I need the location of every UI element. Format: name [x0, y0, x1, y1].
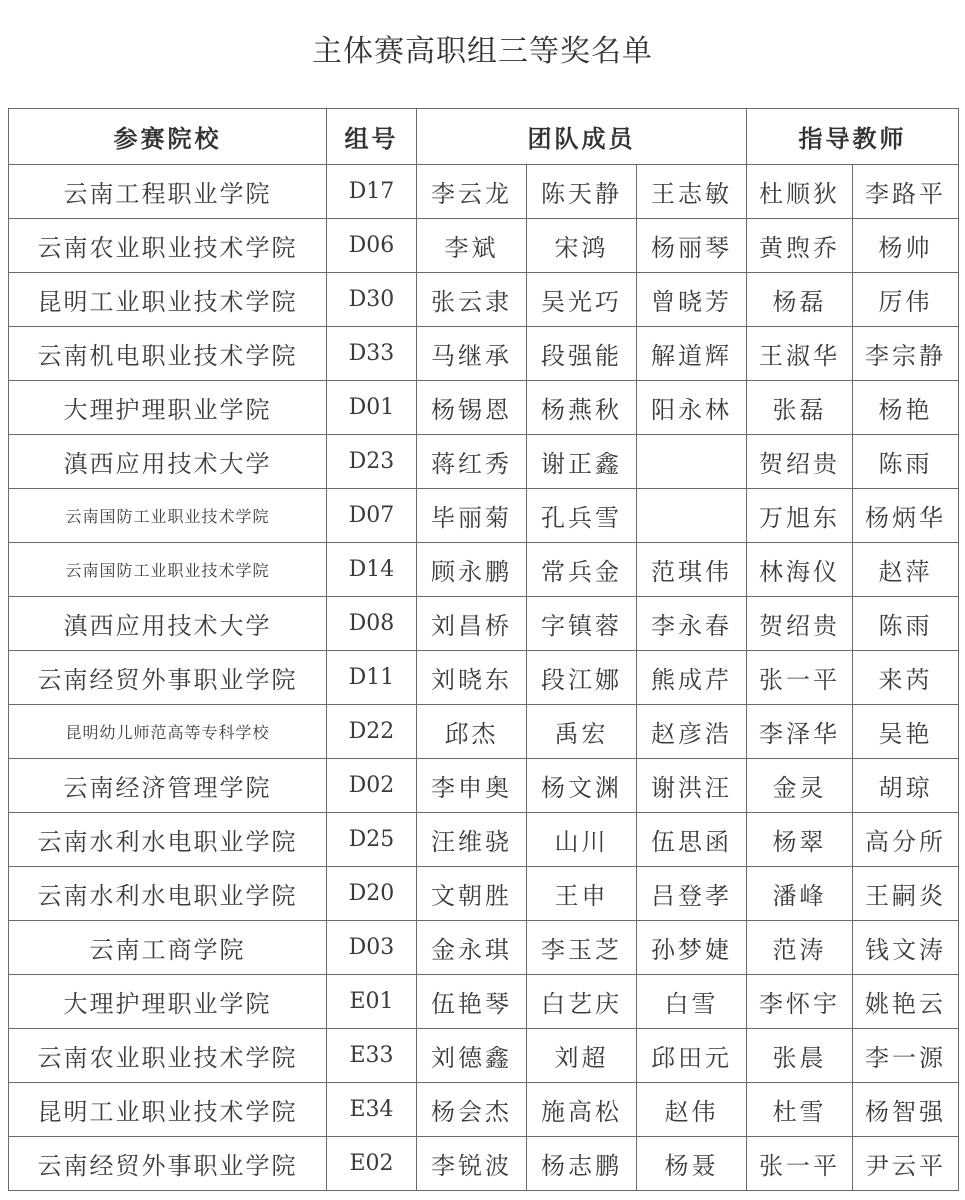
member-cell: 杨志鹏 — [527, 1137, 637, 1191]
teacher-cell: 张一平 — [747, 651, 853, 705]
teacher-cell: 范涛 — [747, 921, 853, 975]
header-teachers: 指导教师 — [747, 109, 959, 165]
member-cell: 字镇蓉 — [527, 597, 637, 651]
teacher-cell: 杨磊 — [747, 273, 853, 327]
teacher-cell: 姚艳云 — [853, 975, 959, 1029]
school-cell: 云南机电职业技术学院 — [9, 327, 327, 381]
school-cell: 云南水利水电职业学院 — [9, 813, 327, 867]
group-cell: D25 — [327, 813, 417, 867]
school-cell: 云南国防工业职业技术学院 — [9, 543, 327, 597]
member-cell: 段江娜 — [527, 651, 637, 705]
teacher-cell: 杨艳 — [853, 381, 959, 435]
group-cell: D17 — [327, 165, 417, 219]
member-cell: 杨锡恩 — [417, 381, 527, 435]
member-cell: 王申 — [527, 867, 637, 921]
group-cell: E01 — [327, 975, 417, 1029]
teacher-cell: 潘峰 — [747, 867, 853, 921]
school-cell: 云南工程职业学院 — [9, 165, 327, 219]
teacher-cell: 黄煦乔 — [747, 219, 853, 273]
teacher-cell: 来芮 — [853, 651, 959, 705]
school-cell: 云南农业职业技术学院 — [9, 219, 327, 273]
member-cell: 白艺庆 — [527, 975, 637, 1029]
member-cell: 陈天静 — [527, 165, 637, 219]
table-row — [9, 813, 959, 867]
member-cell: 杨燕秋 — [527, 381, 637, 435]
teacher-cell: 陈雨 — [853, 597, 959, 651]
teacher-cell: 李宗静 — [853, 327, 959, 381]
table-row — [9, 273, 959, 327]
teacher-cell: 张磊 — [747, 381, 853, 435]
group-cell: E02 — [327, 1137, 417, 1191]
table-row — [9, 435, 959, 489]
award-table — [8, 108, 959, 1191]
group-cell: D33 — [327, 327, 417, 381]
teacher-cell: 李怀宇 — [747, 975, 853, 1029]
teacher-cell: 杜顺狄 — [747, 165, 853, 219]
teacher-cell: 赵萍 — [853, 543, 959, 597]
member-cell: 张云隶 — [417, 273, 527, 327]
teacher-cell: 李路平 — [853, 165, 959, 219]
teacher-cell: 张一平 — [747, 1137, 853, 1191]
table-row — [9, 165, 959, 219]
group-cell: D08 — [327, 597, 417, 651]
table-row — [9, 543, 959, 597]
member-cell: 伍艳琴 — [417, 975, 527, 1029]
teacher-cell: 李一源 — [853, 1029, 959, 1083]
header-members: 团队成员 — [417, 109, 747, 165]
member-cell: 顾永鹏 — [417, 543, 527, 597]
member-cell: 李玉芝 — [527, 921, 637, 975]
school-cell: 云南经济管理学院 — [9, 759, 327, 813]
school-cell: 昆明工业职业技术学院 — [9, 273, 327, 327]
teacher-cell: 张晨 — [747, 1029, 853, 1083]
teacher-cell: 贺绍贵 — [747, 597, 853, 651]
group-cell: D11 — [327, 651, 417, 705]
table-row — [9, 597, 959, 651]
member-cell: 孔兵雪 — [527, 489, 637, 543]
member-cell: 马继承 — [417, 327, 527, 381]
member-cell — [637, 489, 747, 543]
member-cell: 杨聂 — [637, 1137, 747, 1191]
table-row — [9, 705, 959, 759]
member-cell: 刘昌桥 — [417, 597, 527, 651]
member-cell: 白雪 — [637, 975, 747, 1029]
member-cell: 李云龙 — [417, 165, 527, 219]
teacher-cell: 林海仪 — [747, 543, 853, 597]
table-row — [9, 867, 959, 921]
teacher-cell: 王淑华 — [747, 327, 853, 381]
member-cell: 邱杰 — [417, 705, 527, 759]
member-cell: 吕登孝 — [637, 867, 747, 921]
school-cell: 云南国防工业职业技术学院 — [9, 489, 327, 543]
member-cell: 汪维骁 — [417, 813, 527, 867]
table-row — [9, 381, 959, 435]
document-title: 主体赛高职组三等奖名单 — [312, 34, 653, 69]
member-cell: 禹宏 — [527, 705, 637, 759]
teacher-cell: 李泽华 — [747, 705, 853, 759]
member-cell: 毕丽菊 — [417, 489, 527, 543]
member-cell: 曾晓芳 — [637, 273, 747, 327]
table-row — [9, 1137, 959, 1191]
school-cell: 滇西应用技术大学 — [9, 597, 327, 651]
teacher-cell: 杨翠 — [747, 813, 853, 867]
member-cell: 阳永林 — [637, 381, 747, 435]
teacher-cell: 厉伟 — [853, 273, 959, 327]
teacher-cell: 高分所 — [853, 813, 959, 867]
member-cell: 杨丽琴 — [637, 219, 747, 273]
member-cell: 李申奥 — [417, 759, 527, 813]
member-cell: 刘超 — [527, 1029, 637, 1083]
table-row — [9, 759, 959, 813]
school-cell: 大理护理职业学院 — [9, 975, 327, 1029]
teacher-cell: 胡琼 — [853, 759, 959, 813]
group-cell: D22 — [327, 705, 417, 759]
member-cell: 伍思函 — [637, 813, 747, 867]
member-cell: 谢正鑫 — [527, 435, 637, 489]
header-group: 组号 — [327, 109, 417, 165]
member-cell: 谢洪汪 — [637, 759, 747, 813]
group-cell: D14 — [327, 543, 417, 597]
table-row — [9, 327, 959, 381]
header-school: 参赛院校 — [9, 109, 327, 165]
member-cell: 李斌 — [417, 219, 527, 273]
teacher-cell: 杨帅 — [853, 219, 959, 273]
group-cell: D23 — [327, 435, 417, 489]
member-cell: 刘晓东 — [417, 651, 527, 705]
school-cell: 大理护理职业学院 — [9, 381, 327, 435]
school-cell: 云南经贸外事职业学院 — [9, 1137, 327, 1191]
table-header-row — [9, 109, 959, 165]
group-cell: D03 — [327, 921, 417, 975]
table-body — [9, 165, 959, 1191]
group-cell: D07 — [327, 489, 417, 543]
teacher-cell: 尹云平 — [853, 1137, 959, 1191]
group-cell: D06 — [327, 219, 417, 273]
member-cell: 王志敏 — [637, 165, 747, 219]
member-cell: 金永琪 — [417, 921, 527, 975]
table-row — [9, 651, 959, 705]
teacher-cell: 钱文涛 — [853, 921, 959, 975]
member-cell — [637, 435, 747, 489]
member-cell: 杨文渊 — [527, 759, 637, 813]
table-row — [9, 489, 959, 543]
teacher-cell: 金灵 — [747, 759, 853, 813]
member-cell: 熊成芹 — [637, 651, 747, 705]
school-cell: 昆明工业职业技术学院 — [9, 1083, 327, 1137]
member-cell: 李永春 — [637, 597, 747, 651]
teacher-cell: 杨炳华 — [853, 489, 959, 543]
member-cell: 赵伟 — [637, 1083, 747, 1137]
school-cell: 昆明幼儿师范高等专科学校 — [9, 705, 327, 759]
member-cell: 施高松 — [527, 1083, 637, 1137]
member-cell: 刘德鑫 — [417, 1029, 527, 1083]
member-cell: 文朝胜 — [417, 867, 527, 921]
member-cell: 常兵金 — [527, 543, 637, 597]
teacher-cell: 陈雨 — [853, 435, 959, 489]
member-cell: 蒋红秀 — [417, 435, 527, 489]
teacher-cell: 杨智强 — [853, 1083, 959, 1137]
teacher-cell: 杜雪 — [747, 1083, 853, 1137]
table-row — [9, 1029, 959, 1083]
member-cell: 吴光巧 — [527, 273, 637, 327]
group-cell: D20 — [327, 867, 417, 921]
table-row — [9, 975, 959, 1029]
member-cell: 赵彦浩 — [637, 705, 747, 759]
school-cell: 云南经贸外事职业学院 — [9, 651, 327, 705]
member-cell: 宋鸿 — [527, 219, 637, 273]
group-cell: D01 — [327, 381, 417, 435]
table-row — [9, 921, 959, 975]
member-cell: 段强能 — [527, 327, 637, 381]
member-cell: 杨会杰 — [417, 1083, 527, 1137]
group-cell: D02 — [327, 759, 417, 813]
table-row — [9, 1083, 959, 1137]
group-cell: D30 — [327, 273, 417, 327]
teacher-cell: 贺绍贵 — [747, 435, 853, 489]
member-cell: 山川 — [527, 813, 637, 867]
group-cell: E34 — [327, 1083, 417, 1137]
table-row — [9, 219, 959, 273]
school-cell: 云南水利水电职业学院 — [9, 867, 327, 921]
teacher-cell: 王嗣炎 — [853, 867, 959, 921]
member-cell: 李锐波 — [417, 1137, 527, 1191]
member-cell: 解道辉 — [637, 327, 747, 381]
member-cell: 范琪伟 — [637, 543, 747, 597]
school-cell: 滇西应用技术大学 — [9, 435, 327, 489]
teacher-cell: 吴艳 — [853, 705, 959, 759]
group-cell: E33 — [327, 1029, 417, 1083]
school-cell: 云南工商学院 — [9, 921, 327, 975]
teacher-cell: 万旭东 — [747, 489, 853, 543]
member-cell: 孙梦婕 — [637, 921, 747, 975]
member-cell: 邱田元 — [637, 1029, 747, 1083]
school-cell: 云南农业职业技术学院 — [9, 1029, 327, 1083]
